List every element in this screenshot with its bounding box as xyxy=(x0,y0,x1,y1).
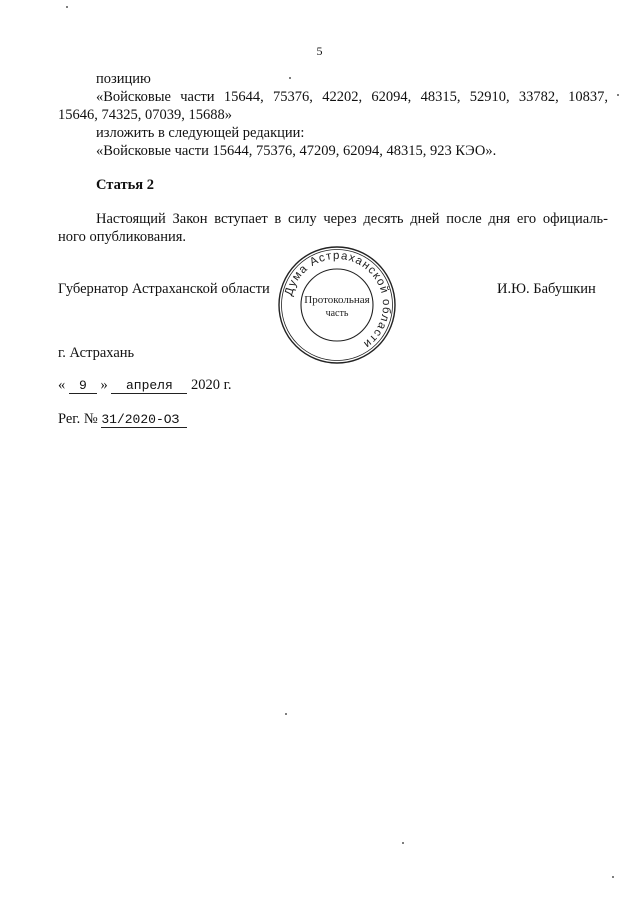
date-day: 9 xyxy=(69,378,97,394)
registration-number: 31/2020-ОЗ xyxy=(101,412,187,428)
registration-line xyxy=(58,410,187,428)
registration-label: Рег. № xyxy=(58,411,98,427)
stamp-ring-text: Дума Астраханской области xyxy=(282,249,393,351)
scan-speck xyxy=(285,713,287,715)
date-line xyxy=(58,376,232,394)
date-year: 2020 г. xyxy=(191,377,232,393)
official-stamp xyxy=(276,244,398,366)
page-number: 5 xyxy=(316,44,323,58)
old-text-line-1: «Войсковые части 15644, 75376, 42202, 62094, 48315, 52910, 33782, 10837, xyxy=(96,89,608,105)
scan-speck xyxy=(612,876,614,878)
position-word: позицию xyxy=(96,71,151,87)
stamp-center-line-1: Протокольная xyxy=(304,294,370,306)
old-text-line-2: 15646, 74325, 07039, 15688» xyxy=(58,107,232,123)
new-text: «Войсковые части 15644, 75376, 47209, 62094, 48315, 923 КЭО». xyxy=(96,143,497,159)
signatory-position: Губернатор Астраханской области xyxy=(58,281,270,297)
city: г. Астрахань xyxy=(58,345,135,361)
article-title: Статья 2 xyxy=(96,177,154,193)
signatory-name: И.Ю. Бабушкин xyxy=(497,281,596,297)
scan-speck xyxy=(66,6,68,8)
article-text-line-2: ного опубликования. xyxy=(58,229,187,245)
scan-speck xyxy=(402,842,404,844)
date-quote-open: « xyxy=(58,377,66,393)
scan-speck xyxy=(289,77,291,79)
date-quote-close: » xyxy=(100,377,108,393)
state-instruction: изложить в следующей редакции: xyxy=(96,125,305,141)
date-month: апреля xyxy=(111,378,187,394)
stamp-seal-icon xyxy=(276,244,398,366)
scan-speck xyxy=(617,94,619,96)
article-text-line-1: Настоящий Закон вступает в силу через десять дней после дня его официаль- xyxy=(96,211,608,227)
stamp-center-line-2: часть xyxy=(325,308,349,319)
